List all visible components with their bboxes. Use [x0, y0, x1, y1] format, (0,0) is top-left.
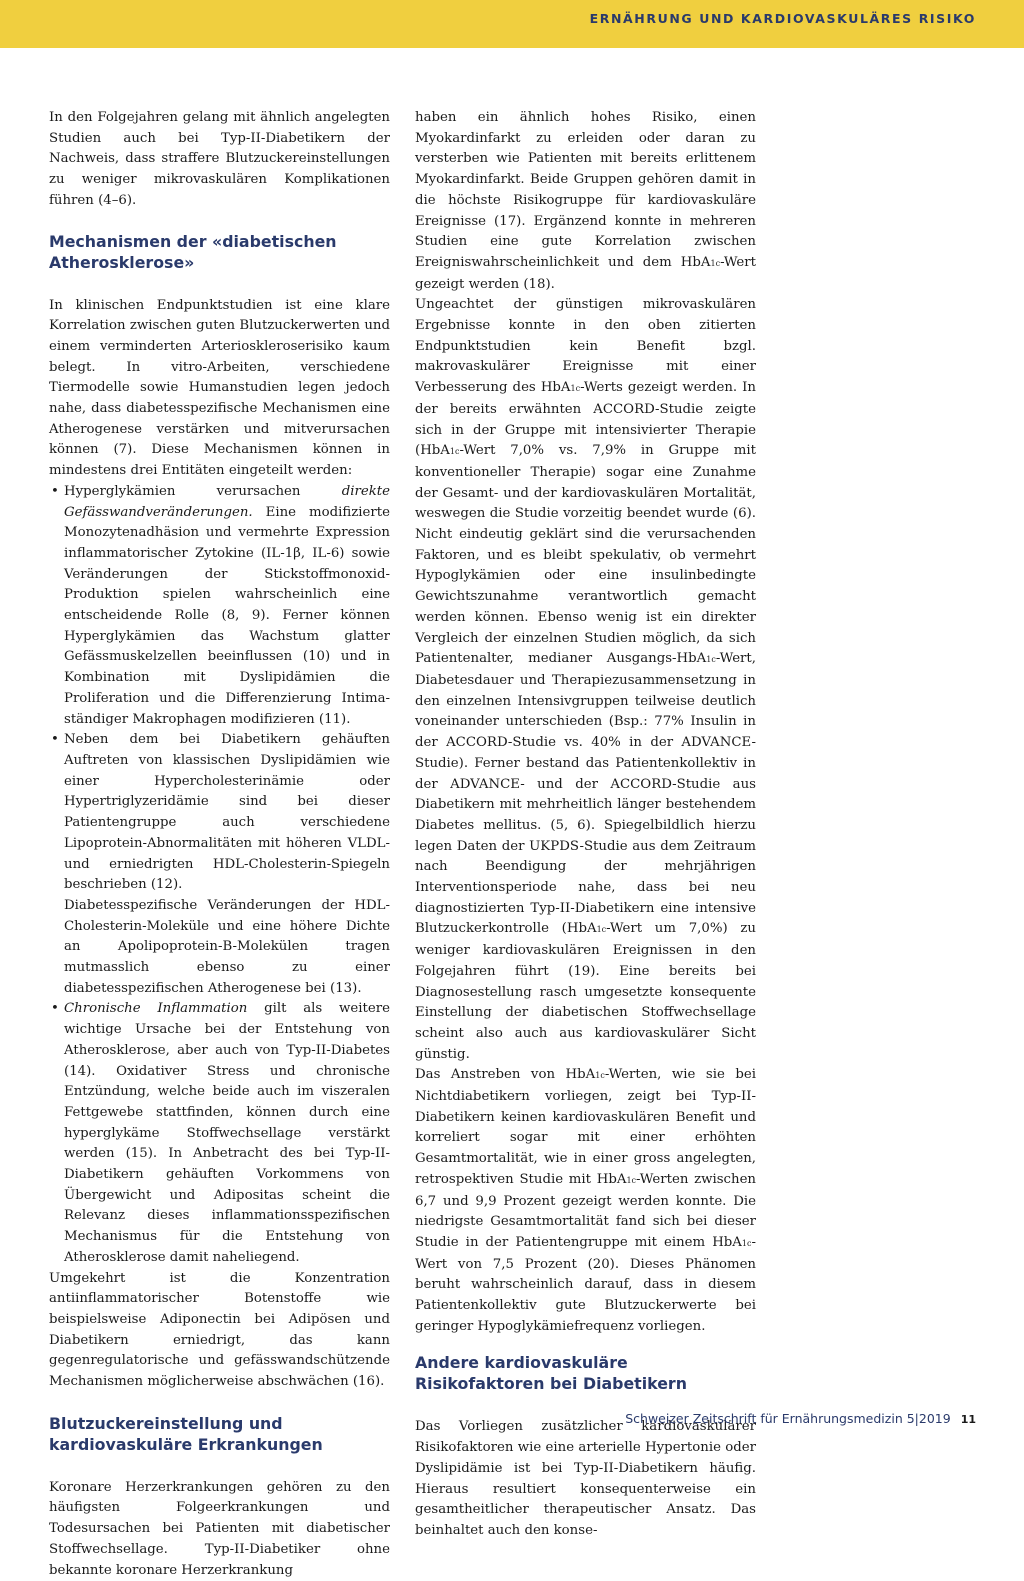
footer: [625, 1411, 976, 1426]
header-bar: [0, 0, 1024, 48]
heading-mechanisms: Mechanismen der «diabetischen Atherosklerose»: [49, 231, 337, 272]
running-title: ERNÄHRUNG UND KARDIOVASKULÄRES RISIKO: [589, 11, 976, 26]
list-item: • Chronische Inflammation gilt als weitere wichtige Ursache bei der Entstehung von Atherosklerose, aber auch von Typ-II-Diabetes (14). Oxidativer Stress und chronische Entzündung, welche beide auch im viszeralen Fettgewebe stattfinden, können durch eine hyperglykäme Stoffwechsellage verstärkt werden (15). In Anbetracht des bei Typ-II-Diabetikern gehäuften Vorkommens von Übergewicht und Adipositas scheint die Relevanz dieses inflammationsspezifischen Mechanismus für die Entstehung von Atherosklerose damit naheliegend.: [51, 1001, 390, 1265]
paragraph-risk: haben ein ähnlich hohes Risiko, einen Myokardinfarkt zu erleiden oder daran zu versterben wie Patienten mit bereits erlittenem Myokardinfarkt. Beide Gruppen gehören damit in die höchste Risikogruppe für kardiovaskuläre Ereignisse (17). Ergänzend konnte in mehreren Studien eine gute Korrelation zwischen Ereigniswahrscheinlichkeit und dem HbA1c-Wert gezeigt werden (18).: [415, 110, 756, 292]
bullet-marker: •: [51, 732, 59, 748]
paragraph-target-values: Das Anstreben von HbA1c-Werten, wie sie bei Nichtdiabetikern vorliegen, zeigt bei Typ-II-Diabetikern keinen kardiovaskulären Benefit und korreliert sogar mit einer erhöhten Gesamtmortalität, wie in einer gross angelegten, retrospektiven Studie mit HbA1c-Werten zwischen 6,7 und 9,9 Prozent gezeigt werden konnte. Die niedrigste Gesamtmortalität fand sich bei dieser Studie in der Patientengruppe mit einem HbA1c-Wert von 7,5 Prozent (20). Dieses Phänomen beruht wahrscheinlich darauf, dass in diesem Patientenkollektiv gute Blutzuckerwerte bei geringer Hypoglykämiefrequenz vorliegen.: [415, 1067, 756, 1334]
journal-name: Schweizer Zeitschrift für Ernährungsmedizin 5|2019: [625, 1411, 951, 1426]
list-item: • Hyperglykämien verursachen direkte Gefässwandveränderungen. Eine modifizierte Monozytenadhäsion und vermehrte Expression inflammatorischer Zytokine (IL-1β, IL-6) sowie Veränderungen der Stickstoffmonoxid-Produktion spielen wahrscheinlich eine entscheidende Rolle (8, 9). Ferner können Hyperglykämien das Wachstum glatter Gefässmuskelzellen beeinflussen (10) und in Kombination mit Dyslipidämien die Proliferation und die Differenzierung Intima-ständiger Makrophagen modifizieren (11).: [51, 483, 390, 727]
heading-other-risk-factors: Andere kardiovaskuläre Risikofaktoren bei Diabetikern: [415, 1353, 687, 1394]
mechanism-list: [49, 482, 390, 1269]
left-column: [49, 108, 390, 1581]
right-column: [415, 108, 756, 1542]
bullet-marker: •: [51, 1001, 59, 1017]
list-item: • Neben dem bei Diabetikern gehäuften Auftreten von klassischen Dyslipidämien wie einer Hypercholesterinämie oder Hypertriglyzeridämie sind bei dieser Patientengruppe auch verschiedene Lipoprotein-Abnormalitäten mit höheren VLDL- und erniedrigten HDL-Cholesterin-Spiegeln beschrieben (12). Diabetesspezifische Veränderungen der HDL-Cholesterin-Moleküle und eine höhere Dichte an Apolipoprotein-B-Molekülen tragen mutmasslich ebenso zu einer diabetesspezifischen Atherogenese bei (13).: [51, 732, 390, 996]
paragraph-mechanisms: In klinischen Endpunktstudien ist eine klare Korrelation zwischen guten Blutzuckerwerten und einem verminderten Arterioskleroserisiko kaum belegt. In vitro-Arbeiten, verschiedene Tiermodelle sowie Humanstudien legen jedoch nahe, dass diabetesspezifische Mechanismen eine Atherogenese verstärken und mitverursachen können (7). Diese Mechanismen können in mindestens drei Entitäten eingeteilt werden:: [49, 297, 390, 479]
paragraph-adiponectin: Umgekehrt ist die Konzentration antiinflammatorischer Botenstoffe wie beispielsweise Adiponectin bei Adipösen und Diabetikern erniedrigt, das kann gegenregulatorische und gefässwandschützende Mechanismen möglicherweise abschwächen (16).: [49, 1270, 390, 1390]
paragraph-intro: In den Folgejahren gelang mit ähnlich angelegten Studien auch bei Typ-II-Diabetikern der Nachweis, dass straffere Blutzuckereinstellungen zu weniger mikrovaskulären Komplikationen führen (4–6).: [49, 110, 390, 208]
paragraph-accord: Ungeachtet der günstigen mikrovaskulären Ergebnisse konnte in den oben zitierten Endpunktstudien kein Benefit bzgl. makrovaskulärer Ereignisse mit einer Verbesserung des HbA1c-Werts gezeigt werden. In der bereits erwähnten ACCORD-Studie zeigte sich in der Gruppe mit intensivierter Therapie (HbA1c-Wert 7,0% vs. 7,9% in Gruppe mit konventioneller Therapie) sogar eine Zunahme der Gesamt- und der kardiovaskulären Mortalität, weswegen die Studie vorzeitig beendet wurde (6). Nicht eindeutig geklärt sind die verursachenden Faktoren, und es bleibt spekulativ, ob vermehrt Hypoglykämien oder eine insulinbedingte Gewichtszunahme verantwortlich gemacht werden können. Ebenso wenig ist ein direkter Vergleich der einzelnen Studien möglich, da sich Patientenalter, medianer Ausgangs-HbA1c-Wert, Diabetesdauer und Therapiezusammensetzung in den einzelnen Intensivgruppen teilweise deutlich voneinander unterschieden (Bsp.: 77% Insulin in der ACCORD-Studie vs. 40% in der ADVANCE-Studie). Ferner bestand das Patientenkollektiv in der ADVANCE- und der ACCORD-Studie aus Diabetikern mit mehrheitlich länger bestehendem Diabetes mellitus. (5, 6). Spiegelbildlich hierzu legen Daten der UKPDS-Studie aus dem Zeitraum nach Beendigung der mehrjährigen Interventionsperiode nahe, dass bei neu diagnostizierten Typ-II-Diabetikern eine intensive Blutzuckerkontrolle (HbA1c-Wert um 7,0%) zu weniger kardiovaskulären Ereignissen in den Folgejahren führt (19). Eine bereits bei Diagnosestellung rasch umgesetzte konsequente Einstellung der diabetischen Stoffwechsellage scheint also auch aus kardiovaskulärer Sicht günstig.: [415, 297, 756, 1062]
heading-glucose-control: Blutzuckereinstellung und kardiovaskuläre Erkrankungen: [49, 1413, 323, 1454]
page-number: 11: [960, 1413, 976, 1426]
paragraph-other-risk-factors: Das Vorliegen zusätzlicher kardiovaskulärer Risikofaktoren wie eine arterielle Hypertonie oder Dyslipidämie ist bei Typ-II-Diabetikern häufig. Hieraus resultiert konsequenterweise ein gesamtheitlicher therapeutischer Ansatz. Das beinhaltet auch den konse-: [415, 1419, 756, 1538]
paragraph-glucose-control: Koronare Herzerkrankungen gehören zu den häufigsten Folgeerkrankungen und Todesursachen bei Patienten mit diabetischer Stoffwechsellage. Typ-II-Diabetiker ohne bekannte koronare Herzerkrankung: [49, 1479, 390, 1578]
bullet-marker: •: [51, 483, 59, 499]
